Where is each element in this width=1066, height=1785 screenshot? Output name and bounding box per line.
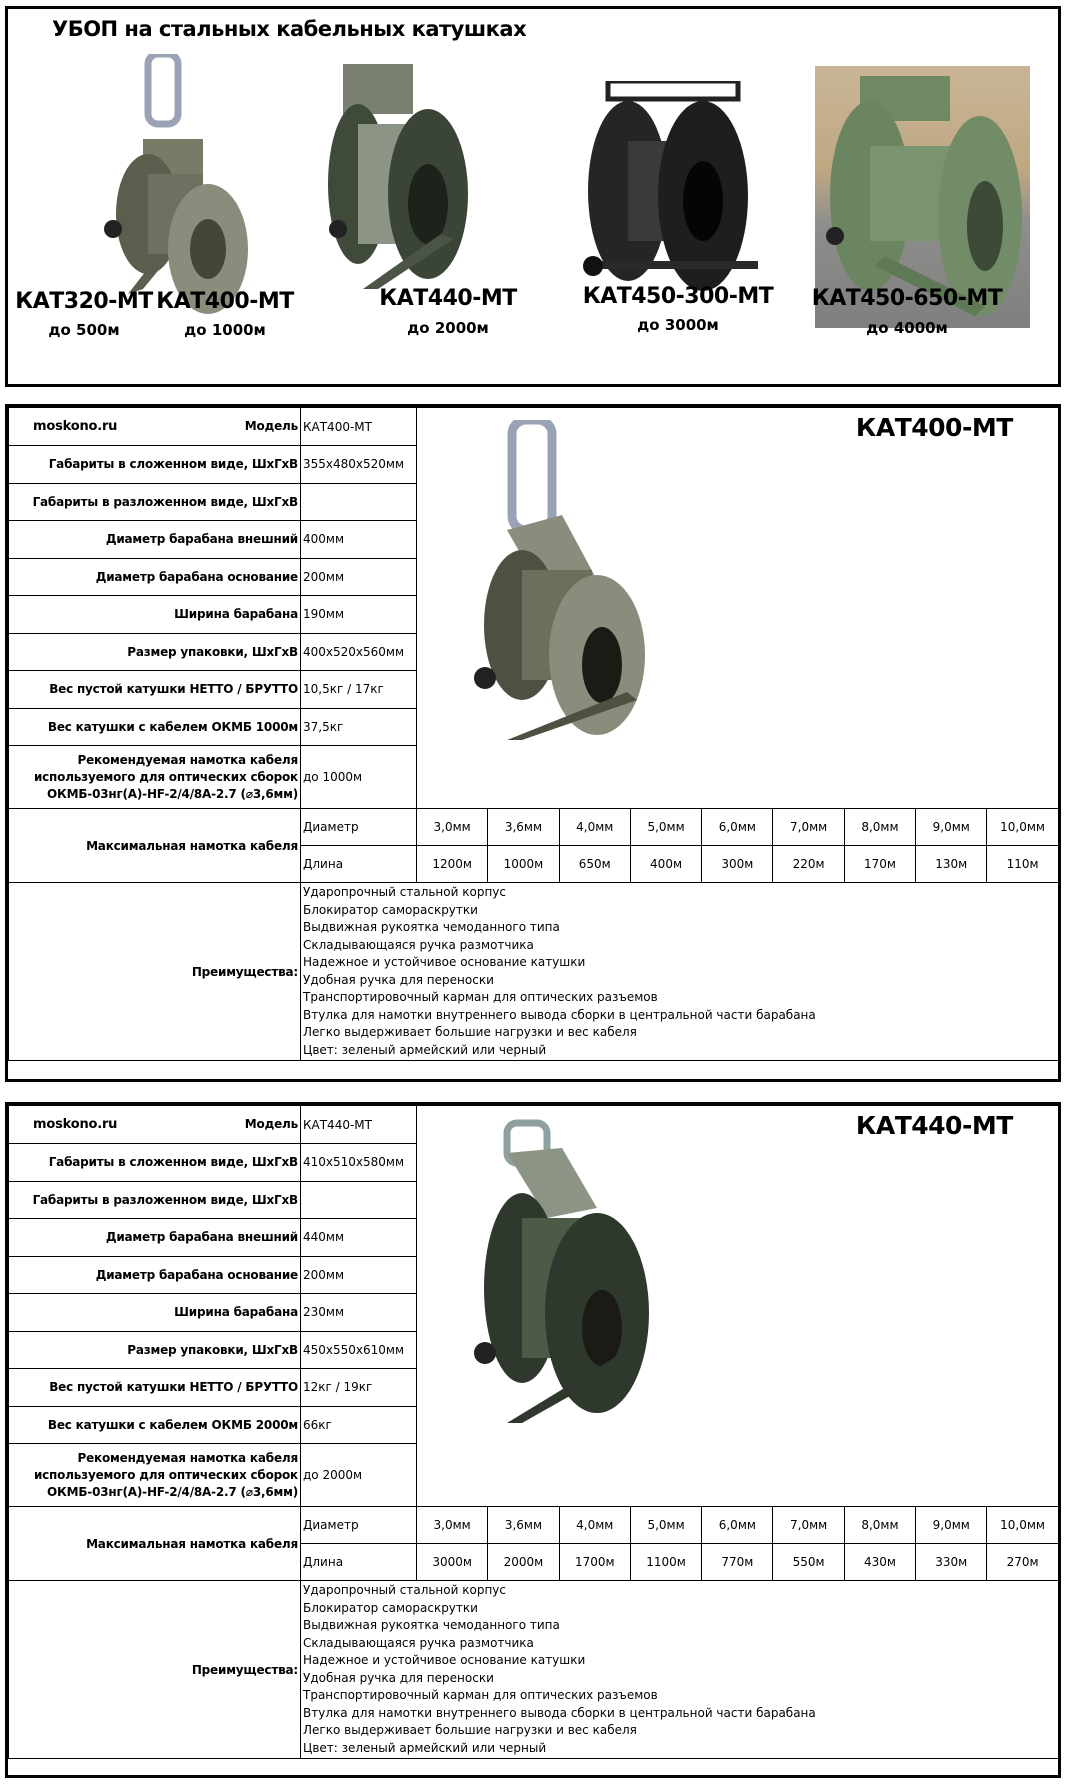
site-name: moskono.ru: [33, 419, 118, 434]
table-row: [9, 1507, 1059, 1544]
product-name: КАТ400-МТ: [156, 289, 294, 314]
spec-label: Вес пустой катушки НЕТТО / БРУТТО: [9, 671, 301, 709]
spec-label: Диаметр барабана внешний: [9, 521, 301, 559]
diameter-cell: 6,0мм: [702, 1507, 773, 1544]
model-label-cell: [9, 1106, 301, 1144]
spec-label: Диаметр барабана основание: [9, 1256, 301, 1294]
spec-value: 400x520x560мм: [301, 633, 417, 671]
advantage-item: Транспортировочный карман для оптических разъемов: [303, 990, 658, 1004]
spec-value: [301, 483, 417, 521]
product-length: до 3000м: [637, 316, 719, 334]
overview-panel: [5, 6, 1061, 387]
spec-label: Вес пустой катушки НЕТТО / БРУТТО: [9, 1369, 301, 1407]
recommended-label-line: используемого для оптических сборок: [33, 769, 298, 784]
model-label: Модель: [244, 1117, 298, 1131]
table-row: [9, 1581, 1059, 1759]
spec-value: 190мм: [301, 596, 417, 634]
max-winding-label: Максимальная намотка кабеля: [9, 809, 301, 883]
spec-sheet-0: [5, 404, 1061, 1082]
overview-title: УБОП на стальных кабельных катушках: [52, 17, 527, 41]
advantage-item: Блокиратор самораскрутки: [303, 1600, 478, 1615]
advantage-item: Втулка для намотки внутреннего вывода сборки в центральной части барабана: [303, 1705, 816, 1720]
advantage-item: Складывающаяся ручка размотчика: [303, 937, 534, 952]
product-name: КАТ320-МТ: [15, 289, 153, 314]
model-value: КАТ400-МТ: [301, 408, 417, 446]
spec-value: 410x510x580мм: [301, 1144, 417, 1182]
model-title: КАТ400-МТ: [855, 413, 1013, 442]
length-cell: 3000м: [417, 1544, 488, 1581]
diameter-cell: 8,0мм: [844, 809, 915, 846]
recommended-label-line: Рекомендуемая намотка кабеля: [77, 1450, 298, 1465]
spec-value: [301, 1181, 417, 1219]
advantage-item: Цвет: зеленый армейский или черный: [303, 1042, 547, 1057]
length-cell: 170м: [844, 846, 915, 883]
advantage-item: Блокиратор самораскрутки: [303, 902, 478, 917]
advantages-label: Преимущества:: [9, 883, 301, 1061]
advantage-item: Надежное и устойчивое основание катушки: [303, 955, 586, 969]
spec-label: Ширина барабана: [9, 596, 301, 634]
advantage-item: Транспортировочный карман для оптических разъемов: [303, 1688, 658, 1702]
advantage-item: Удобная ручка для переноски: [303, 1670, 494, 1685]
product-length: до 500м: [48, 321, 120, 339]
product-name: КАТ440-МТ: [379, 286, 517, 311]
length-cell: 300м: [702, 846, 773, 883]
diameter-cell: 5,0мм: [630, 1507, 701, 1544]
length-cell: 400м: [630, 846, 701, 883]
advantages-list: [301, 883, 1059, 1061]
product-name: КАТ450-650-МТ: [811, 286, 1003, 311]
recommended-label-line: Рекомендуемая намотка кабеля: [77, 752, 298, 767]
product-photo: [467, 1118, 667, 1451]
spec-value: 37,5кг: [301, 708, 417, 746]
model-label-cell: [9, 408, 301, 446]
product-name: КАТ450-300-МТ: [582, 284, 774, 309]
spec-label: Вес катушки с кабелем ОКМБ 2000м: [9, 1406, 301, 1444]
product-image-cell: [417, 1106, 1059, 1507]
table-row: [9, 1106, 1059, 1144]
spec-value: 12кг / 19кг: [301, 1369, 417, 1407]
diameter-cell: 6,0мм: [702, 809, 773, 846]
length-cell: 1700м: [559, 1544, 630, 1581]
spec-value: 230мм: [301, 1294, 417, 1332]
model-label: Модель: [244, 419, 298, 433]
advantage-item: Легко выдерживает большие нагрузки и вес кабеля: [303, 1025, 637, 1039]
advantage-item: Выдвижная рукоятка чемоданного типа: [303, 920, 560, 934]
spec-label: Вес катушки с кабелем ОКМБ 1000м: [9, 708, 301, 746]
spec-value: 10,5кг / 17кг: [301, 671, 417, 709]
spec-label: Размер упаковки, ШхГхВ: [9, 1331, 301, 1369]
diameter-cell: 9,0мм: [916, 809, 987, 846]
advantage-item: Ударопрочный стальной корпус: [303, 885, 506, 899]
spec-value: 66кг: [301, 1406, 417, 1444]
product-photo: [467, 420, 667, 753]
diameter-cell: 8,0мм: [844, 1507, 915, 1544]
length-cell: 2000м: [488, 1544, 559, 1581]
advantage-item: Цвет: зеленый армейский или черный: [303, 1740, 547, 1755]
advantage-item: Легко выдерживает большие нагрузки и вес кабеля: [303, 1723, 637, 1737]
diameter-cell: 7,0мм: [773, 809, 844, 846]
spec-table: [8, 1105, 1059, 1759]
diameter-cell: 7,0мм: [773, 1507, 844, 1544]
spec-value: 400мм: [301, 521, 417, 559]
diameter-cell: 3,6мм: [488, 1507, 559, 1544]
product-photo-kat450-300: [578, 81, 768, 311]
product-length: до 4000м: [866, 319, 948, 337]
advantages-label: Преимущества:: [9, 1581, 301, 1759]
model-value: КАТ440-МТ: [301, 1106, 417, 1144]
length-label: Длина: [301, 1544, 417, 1581]
diameter-cell: 3,0мм: [417, 1507, 488, 1544]
length-cell: 130м: [916, 846, 987, 883]
advantage-item: Выдвижная рукоятка чемоданного типа: [303, 1618, 560, 1632]
spec-value: 355x480x520мм: [301, 446, 417, 484]
advantages-list: [301, 1581, 1059, 1759]
spec-label: Ширина барабана: [9, 1294, 301, 1332]
diameter-label: Диаметр: [301, 809, 417, 846]
spec-label: Габариты в сложенном виде, ШхГхВ: [9, 1144, 301, 1182]
spec-label: Габариты в разложенном виде, ШхГхВ: [9, 1181, 301, 1219]
diameter-cell: 10,0мм: [987, 1507, 1058, 1544]
spec-label: Диаметр барабана внешний: [9, 1219, 301, 1257]
recommended-label: [9, 1444, 301, 1507]
length-cell: 550м: [773, 1544, 844, 1581]
spec-value: 440мм: [301, 1219, 417, 1257]
product-length: до 2000м: [407, 319, 489, 337]
length-label: Длина: [301, 846, 417, 883]
spec-label: Размер упаковки, ШхГхВ: [9, 633, 301, 671]
spec-value: 200мм: [301, 558, 417, 596]
diameter-cell: 10,0мм: [987, 809, 1058, 846]
length-cell: 430м: [844, 1544, 915, 1581]
diameter-cell: 4,0мм: [559, 1507, 630, 1544]
recommended-label-line: ОКМБ-03нг(А)-HF-2/4/8А-2.7 (⌀3,6мм): [46, 1484, 298, 1499]
max-winding-label: Максимальная намотка кабеля: [9, 1507, 301, 1581]
recommended-value: до 1000м: [301, 746, 417, 809]
recommended-label: [9, 746, 301, 809]
diameter-cell: 5,0мм: [630, 809, 701, 846]
length-cell: 770м: [702, 1544, 773, 1581]
length-cell: 1000м: [488, 846, 559, 883]
spec-sheet-1: [5, 1102, 1061, 1778]
advantage-item: Удобная ручка для переноски: [303, 972, 494, 987]
spec-table: [8, 407, 1059, 1061]
product-photo-kat440: [323, 64, 473, 304]
length-cell: 650м: [559, 846, 630, 883]
length-cell: 330м: [916, 1544, 987, 1581]
diameter-label: Диаметр: [301, 1507, 417, 1544]
advantage-item: Втулка для намотки внутреннего вывода сборки в центральной части барабана: [303, 1007, 816, 1022]
advantage-item: Ударопрочный стальной корпус: [303, 1583, 506, 1597]
length-cell: 1200м: [417, 846, 488, 883]
advantage-item: Надежное и устойчивое основание катушки: [303, 1653, 586, 1667]
diameter-cell: 4,0мм: [559, 809, 630, 846]
model-title: КАТ440-МТ: [855, 1111, 1013, 1140]
recommended-value: до 2000м: [301, 1444, 417, 1507]
recommended-label-line: ОКМБ-03нг(А)-HF-2/4/8А-2.7 (⌀3,6мм): [46, 786, 298, 801]
length-cell: 1100м: [630, 1544, 701, 1581]
diameter-cell: 3,6мм: [488, 809, 559, 846]
spec-label: Габариты в разложенном виде, ШхГхВ: [9, 483, 301, 521]
spec-label: Диаметр барабана основание: [9, 558, 301, 596]
diameter-cell: 3,0мм: [417, 809, 488, 846]
length-cell: 110м: [987, 846, 1058, 883]
recommended-label-line: используемого для оптических сборок: [33, 1467, 298, 1482]
spec-value: 200мм: [301, 1256, 417, 1294]
product-length: до 1000м: [184, 321, 266, 339]
table-row: [9, 809, 1059, 846]
spec-label: Габариты в сложенном виде, ШхГхВ: [9, 446, 301, 484]
length-cell: 220м: [773, 846, 844, 883]
spec-value: 450x550x610мм: [301, 1331, 417, 1369]
table-row: [9, 883, 1059, 1061]
diameter-cell: 9,0мм: [916, 1507, 987, 1544]
product-image-cell: [417, 408, 1059, 809]
table-row: [9, 408, 1059, 446]
product-photo-kat320: [88, 54, 258, 324]
advantage-item: Складывающаяся ручка размотчика: [303, 1635, 534, 1650]
site-name: moskono.ru: [33, 1117, 118, 1132]
length-cell: 270м: [987, 1544, 1058, 1581]
